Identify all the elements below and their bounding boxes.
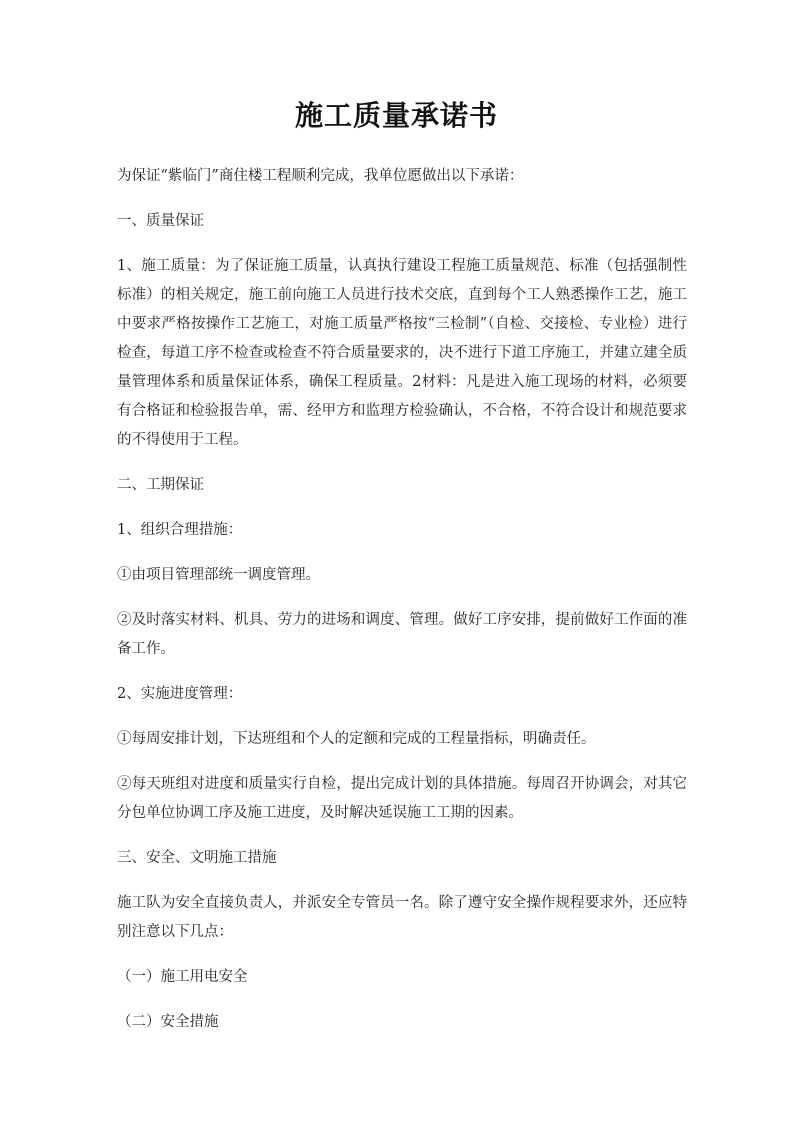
intro-paragraph: 为保证“紫临门”商住楼工程顺利完成，我单位愿做出以下承诺： [117,168,524,184]
safety-item-electric: （一）施工用电安全 [117,969,248,985]
document-title: 施工质量承诺书 [294,99,498,132]
quality-paragraph: 1、施工质量：为了保证施工质量，认真执行建设工程施工质量规范、标准（包括强制性标准）的相关规定，施工前向施工人员进行技术交底，直到每个工人熟悉操作工艺，施工中要求严格按操作工艺施工，对施工质量严格按“三检制”（自检、交接检、专业检）进行检查，每道工序不检查或检查不符合质量要求的，决不进行下道工序施工，并建立建全质量管理体系和质量保证体系，确保工程质量。2材料：凡是进入施工现场的材料，必须要有合格证和检验报告单，需、经甲方和监理方检验确认，不合格，不符合设计和规范要求的不得使用于工程。 [117,258,687,448]
section-heading-quality: 一、质量保证 [117,213,204,229]
document-body [117,162,687,1053]
safety-item-measures: （二）安全措施 [117,1014,219,1030]
schedule-item-3: ①每周安排计划，下达班组和个人的定额和完成的工程量指标，明确责任。 [117,731,596,747]
safety-paragraph: 施工队为安全直接负责人，并派安全专管员一名。除了遵守安全操作规程要求外，还应特别注意以下几点： [117,895,687,940]
section-heading-safety: 三、安全、文明施工措施 [117,850,277,866]
schedule-item-2: ②及时落实材料、机具、劳力的进场和调度、管理。做好工序安排，提前做好工作面的准备工作。 [117,612,687,657]
schedule-subheading-progress: 2、实施进度管理： [117,686,243,702]
schedule-item-4: ②每天班组对进度和质量实行自检，提出完成计划的具体措施。每周召开协调会，对其它分包单位协调工序及施工进度，及时解决延误施工工期的因素。 [117,776,687,821]
schedule-subheading-organization: 1、组织合理措施： [117,522,243,538]
section-heading-schedule: 二、工期保证 [117,477,204,493]
schedule-item-1: ①由项目管理部统一调度管理。 [117,567,320,583]
